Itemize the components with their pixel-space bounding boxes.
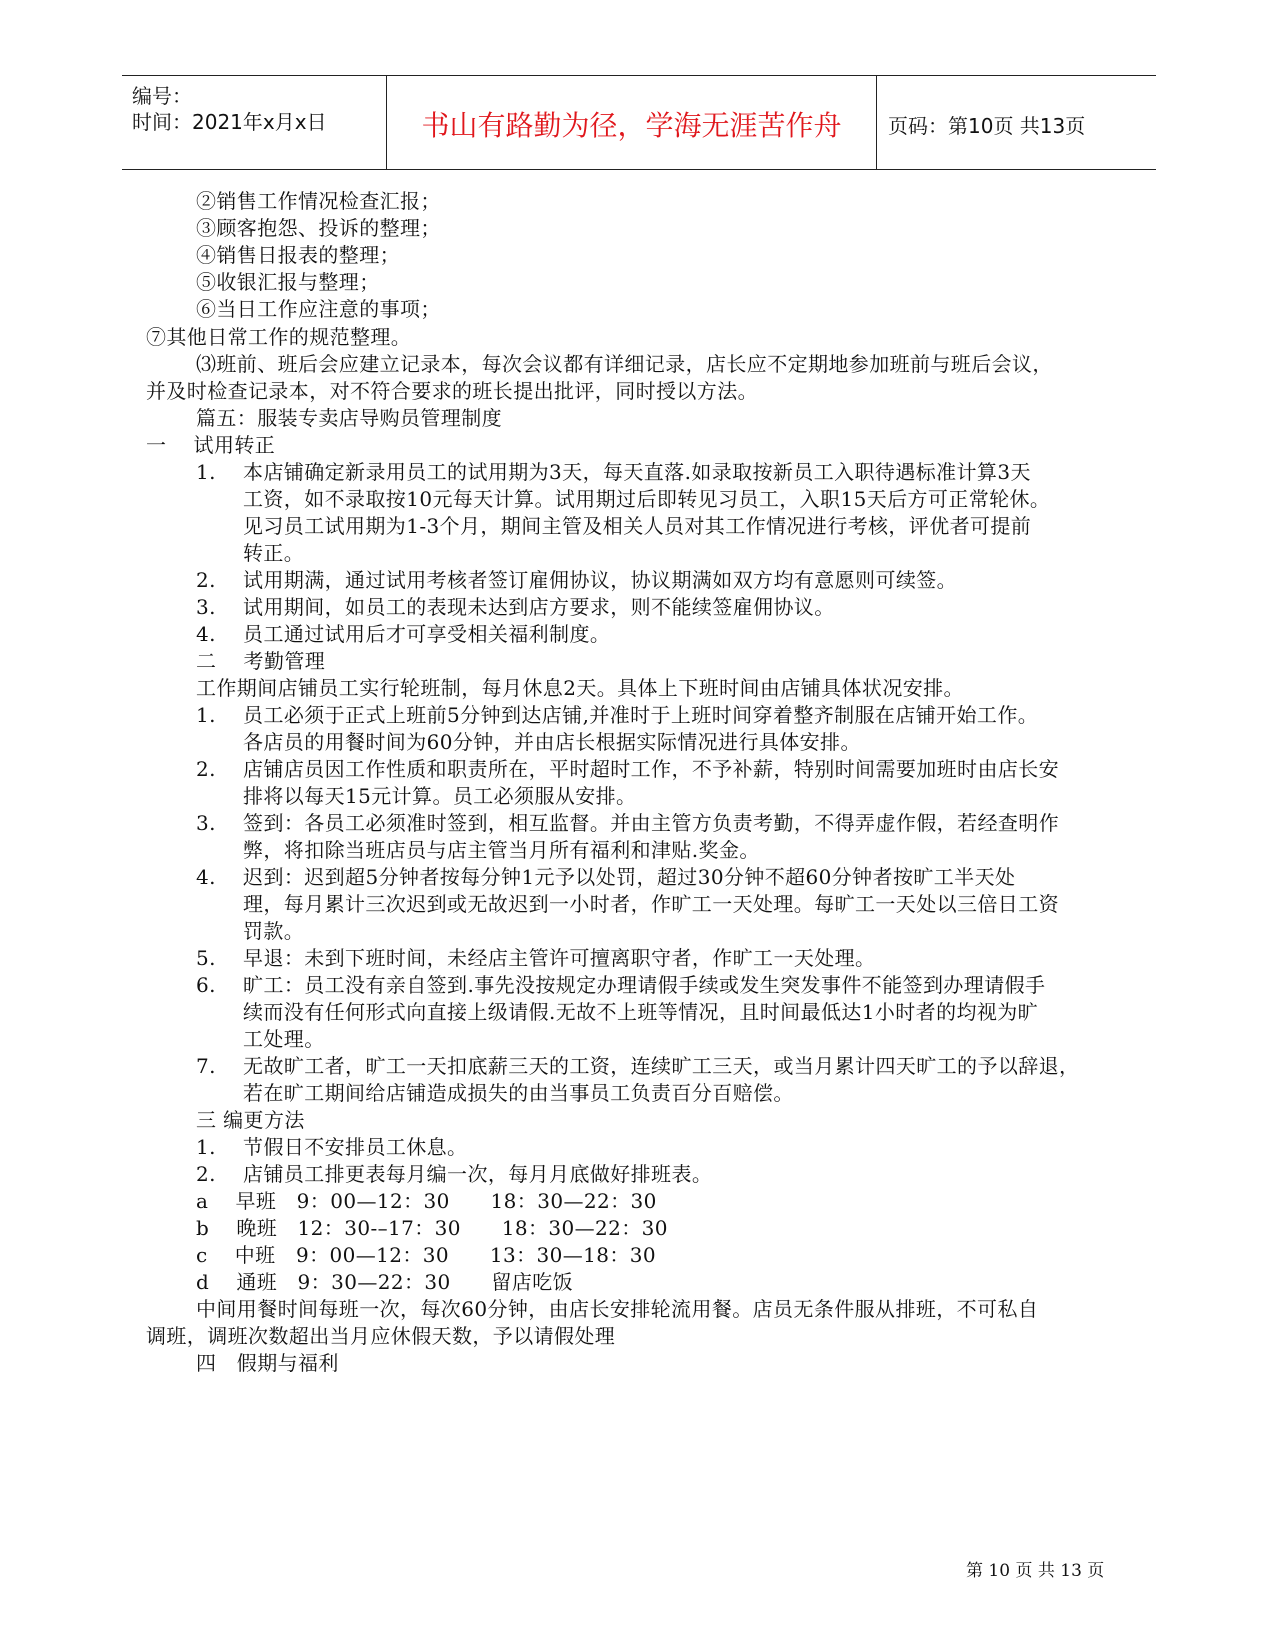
list-item: 1. 员工必须于正式上班前5分钟到达店铺,并准时于上班时间穿着整齐制服在店铺开始工作。 (196, 703, 1039, 727)
section-heading: 三 编更方法 (196, 1108, 305, 1132)
list-item-continuation: 工资，如不录取按10元每天计算。试用期过后即转见习员工，入职15天后方可正常轮休。 (243, 487, 1051, 511)
list-item-continuation: 续而没有任何形式向直接上级请假.无故不上班等情况，且时间最低达1小时者的均视为旷 (243, 1000, 1039, 1024)
body-line: 工作期间店铺员工实行轮班制，每月休息2天。具体上下班时间由店铺具体状况安排。 (196, 676, 964, 700)
list-item: 4. 迟到：迟到超5分钟者按每分钟1元予以处罚，超过30分钟不超60分钟者按旷工半天处 (196, 865, 1016, 889)
list-item: 3. 签到：各员工必须准时签到，相互监督。并由主管方负责考勤，不得弄虚作假，若经查明作 (196, 811, 1060, 835)
body-line: ②销售工作情况检查汇报； (196, 189, 441, 213)
document-number-label: 编号： (132, 84, 192, 108)
list-item-continuation: 工处理。 (243, 1027, 325, 1051)
body-line: ⑥当日工作应注意的事项； (196, 297, 441, 321)
list-item: 6. 旷工：员工没有亲自签到.事先没按规定办理请假手续或发生突发事件不能签到办理请假手 (196, 973, 1046, 997)
list-item: 7. 无故旷工者，旷工一天扣底薪三天的工资，连续旷工三天，或当月累计四天旷工的予以辞退， (196, 1054, 1080, 1078)
body-line: ⑦其他日常工作的规范整理。 (146, 325, 412, 349)
header-left-cell (122, 76, 386, 169)
list-item-continuation: 各店员的用餐时间为60分钟，并由店长根据实际情况进行具体安排。 (243, 730, 861, 754)
document-date-label: 时间：2021年x月x日 (132, 110, 327, 134)
list-item: 1. 节假日不安排员工休息。 (196, 1135, 468, 1159)
body-line: ④销售日报表的整理； (196, 243, 400, 267)
list-item-continuation: 若在旷工期间给店铺造成损失的由当事员工负责百分百赔偿。 (243, 1081, 794, 1105)
list-item: 2. 店铺员工排更表每月编一次，每月月底做好排班表。 (196, 1162, 713, 1186)
list-item-continuation: 罚款。 (243, 919, 305, 943)
list-item-continuation: 见习员工试用期为1-3个月，期间主管及相关人员对其工作情况进行考核，评优者可提前 (243, 514, 1032, 538)
header-motto: 书山有路勤为径，学海无涯苦作舟 (421, 109, 842, 142)
page-footer: 第 10 页 共 13 页 (966, 1561, 1105, 1581)
body-line: ⑶班前、班后会应建立记录本，每次会议都有详细记录，店长应不定期地参加班前与班后会议， (196, 352, 1053, 376)
section-heading: 四 假期与福利 (196, 1351, 339, 1375)
section-title: 篇五：服装专卖店导购员管理制度 (196, 406, 502, 430)
body-line: 中间用餐时间每班一次，每次60分钟，由店长安排轮流用餐。店员无条件服从排班，不可私自 (196, 1297, 1039, 1321)
list-item: 2. 试用期满，通过试用考核者签订雇佣协议，协议期满如双方均有意愿则可续签。 (196, 568, 958, 592)
list-item: 5. 早退：未到下班时间，未经店主管许可擅离职守者，作旷工一天处理。 (196, 946, 876, 970)
shift-row: d 通班 9：30—22：30 留店吃饭 (196, 1270, 574, 1294)
body-line: ③顾客抱怨、投诉的整理； (196, 216, 441, 240)
section-heading: 二 考勤管理 (196, 649, 326, 673)
body-line: 并及时检查记录本，对不符合要求的班长提出批评，同时授以方法。 (146, 379, 758, 403)
list-item: 4. 员工通过试用后才可享受相关福利制度。 (196, 622, 611, 646)
list-item: 2. 店铺店员因工作性质和职责所在，平时超时工作，不予补薪，特别时间需要加班时由店长安 (196, 757, 1060, 781)
list-item: 1. 本店铺确定新录用员工的试用期为3天，每天直落.如录取按新员工入职待遇标准计算3天 (196, 460, 1031, 484)
list-item-continuation: 转正。 (243, 541, 305, 565)
list-item-continuation: 理，每月累计三次迟到或无故迟到一小时者，作旷工一天处理。每旷工一天处以三倍日工资 (243, 892, 1059, 916)
header-motto-cell (386, 76, 877, 169)
shift-row: a 早班 9：00—12：30 18：30—22：30 (196, 1189, 657, 1213)
header-right-cell (876, 76, 1156, 169)
header-page-number: 页码：第10页 共13页 (888, 114, 1086, 138)
list-item-continuation: 弊，将扣除当班店员与店主管当月所有福利和津贴.奖金。 (243, 838, 760, 862)
page-header (122, 75, 1156, 170)
shift-row: b 晚班 12：30-–17：30 18：30—22：30 (196, 1216, 668, 1240)
section-heading: 一 试用转正 (146, 433, 276, 457)
list-item: 3. 试用期间，如员工的表现未达到店方要求，则不能续签雇佣协议。 (196, 595, 835, 619)
body-line: ⑤收银汇报与整理； (196, 270, 380, 294)
list-item-continuation: 排将以每天15元计算。员工必须服从安排。 (243, 784, 637, 808)
shift-row: c 中班 9：00—12：30 13：30—18：30 (196, 1243, 657, 1267)
body-line: 调班，调班次数超出当月应休假天数，予以请假处理 (146, 1324, 616, 1348)
